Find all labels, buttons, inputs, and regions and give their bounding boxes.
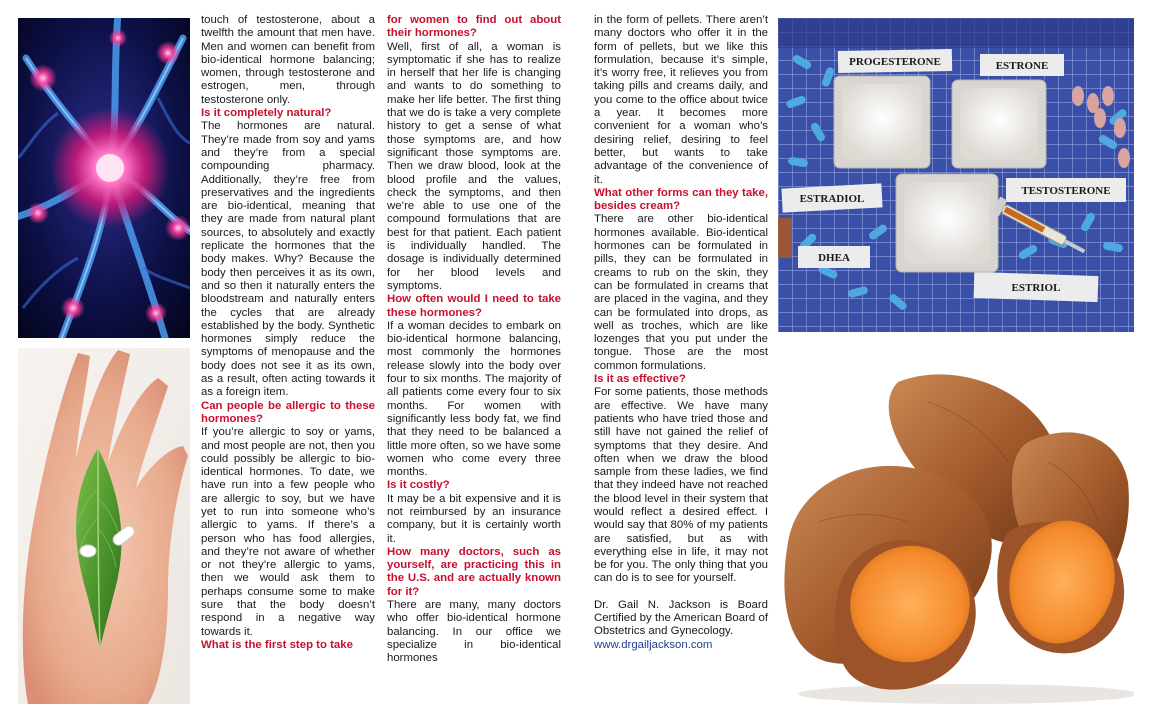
paragraph-gap xyxy=(594,586,768,599)
label-estrone: ESTRONE xyxy=(995,60,1049,72)
section-heading: Is it completely natural? xyxy=(201,107,332,120)
section-heading: for women to find out about their hormones? xyxy=(387,14,561,40)
hormone-powders-photo xyxy=(778,18,1134,332)
section-heading: What is the first step to take xyxy=(201,638,353,651)
body-paragraph: in the form of pellets. There aren’t many doctors who offer it in the form of pellets, but we like this formulation, because it’s simple, it’s worry free, it relieves you from taking pills and creams daily, and you come to the office about twice a year. It becomes more convenient for a woman who’s desiring relief, desiring to feel better, but wants to take advantage of the convenience of it. xyxy=(594,14,768,186)
body-paragraph: It may be a bit expensive and it is not reimbursed by an insurance company, but it is certainly worth it. xyxy=(387,492,561,545)
neuron-illustration xyxy=(18,18,190,338)
section-heading: Is it as effective? xyxy=(594,373,686,386)
article-column-2 xyxy=(387,14,561,666)
body-paragraph: If a woman decides to embark on bio-identical hormone balancing, most commonly the hormones release slowly into the body over four to six months. The majority of all patients come every four to six months. For women with significantly less body fat, we find that they need to be balanced a little more often, so we have some women who come every three months. xyxy=(387,319,561,479)
body-paragraph: There are other bio-identical hormones available. Bio-identical hormones can be formulated in pills, they can be formulated in creams to rub on the skin, they can be formulated in creams that are placed in the vagina, and they can be formulated into drops, as well as troches, which are like lozenges that you put under the tongue. Those are the most common formulations. xyxy=(594,213,768,372)
label-estriol: ESTRIOL xyxy=(1011,282,1061,294)
label-estradiol: ESTRADIOL xyxy=(799,193,865,205)
body-paragraph: Dr. Gail N. Jackson is Board Certified by the American Board of Obstetrics and Gynecology. xyxy=(594,598,768,638)
sweet-potatoes-photo xyxy=(778,342,1134,704)
section-heading: Is it costly? xyxy=(387,479,450,492)
section-heading: How often would I need to take these hormones? xyxy=(387,293,561,319)
article-column-1 xyxy=(201,14,375,652)
label-progesterone: PROGESTERONE xyxy=(849,56,941,68)
hand-leaf-pills-photo xyxy=(18,348,190,704)
body-paragraph: If you’re allergic to soy or yams, and most people are not, then you could possibly be allergic to bio-identical hormones. To date, we have run into a few people who are allergic to soy, but we have yet to run into someone who’s allergic to yams. If there’s a person who has food allergies, and they’re not aware of whether or not they’re allergic to yams, then we would ask them to perhaps consume some to make sure that the body doesn’t respond in a negative way towards it. xyxy=(201,426,375,638)
body-paragraph: There are many, many doctors who offer bio-identical hormone balancing. In our office we specialize in bio-identical hormones xyxy=(387,599,561,665)
section-heading: Can people be allergic to these hormones? xyxy=(201,399,375,425)
section-heading: What other forms can they take, besides cream? xyxy=(594,186,768,213)
body-paragraph: For some patients, those methods are effective. We have many patients who have tried those and still have not gained the relief of symptoms that they desire. And often when we draw the blood sample from these ladies, we find that they indeed have not reached the blood level in their system that would reflect a desired effect. I would say that 80% of my patients are satisfied, but as with everything else in life, it may not be for you. The only thing that you can do is to see for yourself. xyxy=(594,386,768,585)
label-dhea: DHEA xyxy=(818,252,850,264)
section-heading: How many doctors, such as yourself, are practicing this in the U.S. and are actually known for it? xyxy=(387,545,561,598)
website-link[interactable]: www.drgailjackson.com xyxy=(594,638,713,651)
body-paragraph: Well, first of all, a woman is symptomatic if she has to realize in herself that her life is changing and wants to do something to make her life better. The first thing that we do is take a very complete history to get a sense of what those symptoms are, and how significant those symptoms are. Then we draw blood, look at the blood profile and the values, check the symptoms, and then we’re able to use one of the compound formulations that are best for that patient. Each patient is individually handled. The dosage is individually determined for her blood levels and symptoms. xyxy=(387,40,561,292)
label-testosterone: TESTOSTERONE xyxy=(1021,185,1111,197)
article-column-3 xyxy=(594,14,768,652)
body-paragraph: touch of testosterone, about a twelfth the amount that men have. Men and women can benefit from bio-identical hormone balancing; women, through testosterone and estrogen, men, through testosterone only. xyxy=(201,14,375,106)
body-paragraph: The hormones are natural. They’re made from soy and yams and they’re from a special compounding pharmacy. Additionally, they’re free from preservatives and the ingredients are bio-identical, meaning that they are made from natural plant sources, to absolutely and exactly replicate the hormones that the body makes. Why? Because the body then perceives it as its own, and so then it naturally enters the bloodstream and naturally enters the cycles that are already established by the body. Synthetic hormones simply reduce the symptoms of menopause and the body does not see it as its own, as a result, often acting towards it as a foreign item. xyxy=(201,120,375,399)
